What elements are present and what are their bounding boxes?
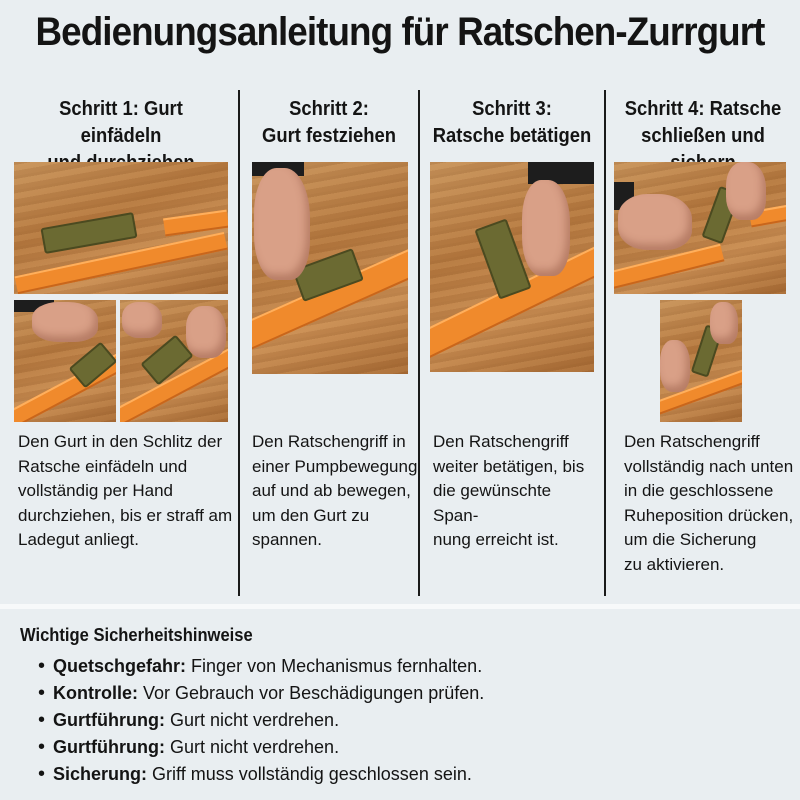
- column-divider-2: [418, 90, 420, 596]
- safety-item: • Sicherung: Griff muss vollständig geschlossen sein.: [38, 761, 484, 788]
- step-2-title: [251, 96, 407, 150]
- step-2-title-line-2: Gurt festziehen: [262, 125, 396, 147]
- page-title: Bedienungsanleitung für Ratschen-Zurrgurt: [35, 10, 765, 54]
- step-2-photo: [252, 162, 408, 374]
- safety-heading: Wichtige Sicherheitshinweise: [20, 625, 253, 645]
- step-4-photo-main: [614, 162, 786, 294]
- step-1-photo-left: [14, 300, 116, 422]
- safety-section: [0, 609, 800, 800]
- step-4-description: Den Ratschengriff vollständig nach unten in die geschlossene Ruheposition drücken, um die Sicherung zu aktivieren.: [624, 432, 794, 574]
- step-1-title-line-1: Schritt 1: Gurt einfädeln: [59, 98, 183, 147]
- safety-item: • Quetschgefahr: Finger von Mechanismus fernhalten.: [38, 653, 484, 680]
- safety-item: • Kontrolle: Vor Gebrauch vor Beschädigungen prüfen.: [38, 680, 484, 707]
- column-divider-3: [604, 90, 606, 596]
- safety-list: [38, 653, 484, 788]
- safety-item: • Gurtführung: Gurt nicht verdrehen.: [38, 734, 484, 761]
- step-3-title-line-1: Schritt 3:: [472, 98, 552, 120]
- step-2-title-line-1: Schritt 2:: [289, 98, 369, 120]
- step-4-title-line-2: schließen und: [641, 125, 765, 147]
- step-1-description: Den Gurt in den Schlitz der Ratsche einfädeln und vollständig per Hand durchziehen, bis er straff am Ladegut anliegt.: [18, 432, 233, 549]
- safety-item: • Gurtführung: Gurt nicht verdrehen.: [38, 707, 484, 734]
- step-1-photo-right: [120, 300, 228, 422]
- step-2-description: Den Ratschengriff in einer Pumpbewegung auf und ab bewegen, um den Gurt zu spannen.: [252, 432, 418, 549]
- column-divider-1: [238, 90, 240, 596]
- step-3-title: [431, 96, 593, 150]
- step-4-photo-small: [660, 300, 742, 422]
- step-4-title-line-1: Schritt 4: Ratsche: [624, 98, 782, 120]
- step-3-title-line-2: Ratsche betätigen: [432, 125, 592, 147]
- step-3-photo: [430, 162, 594, 372]
- step-1-photo-main: [14, 162, 228, 294]
- step-3-description: Den Ratschengriff weiter betätigen, bis die gewünschte Span- nung erreicht ist.: [433, 432, 585, 549]
